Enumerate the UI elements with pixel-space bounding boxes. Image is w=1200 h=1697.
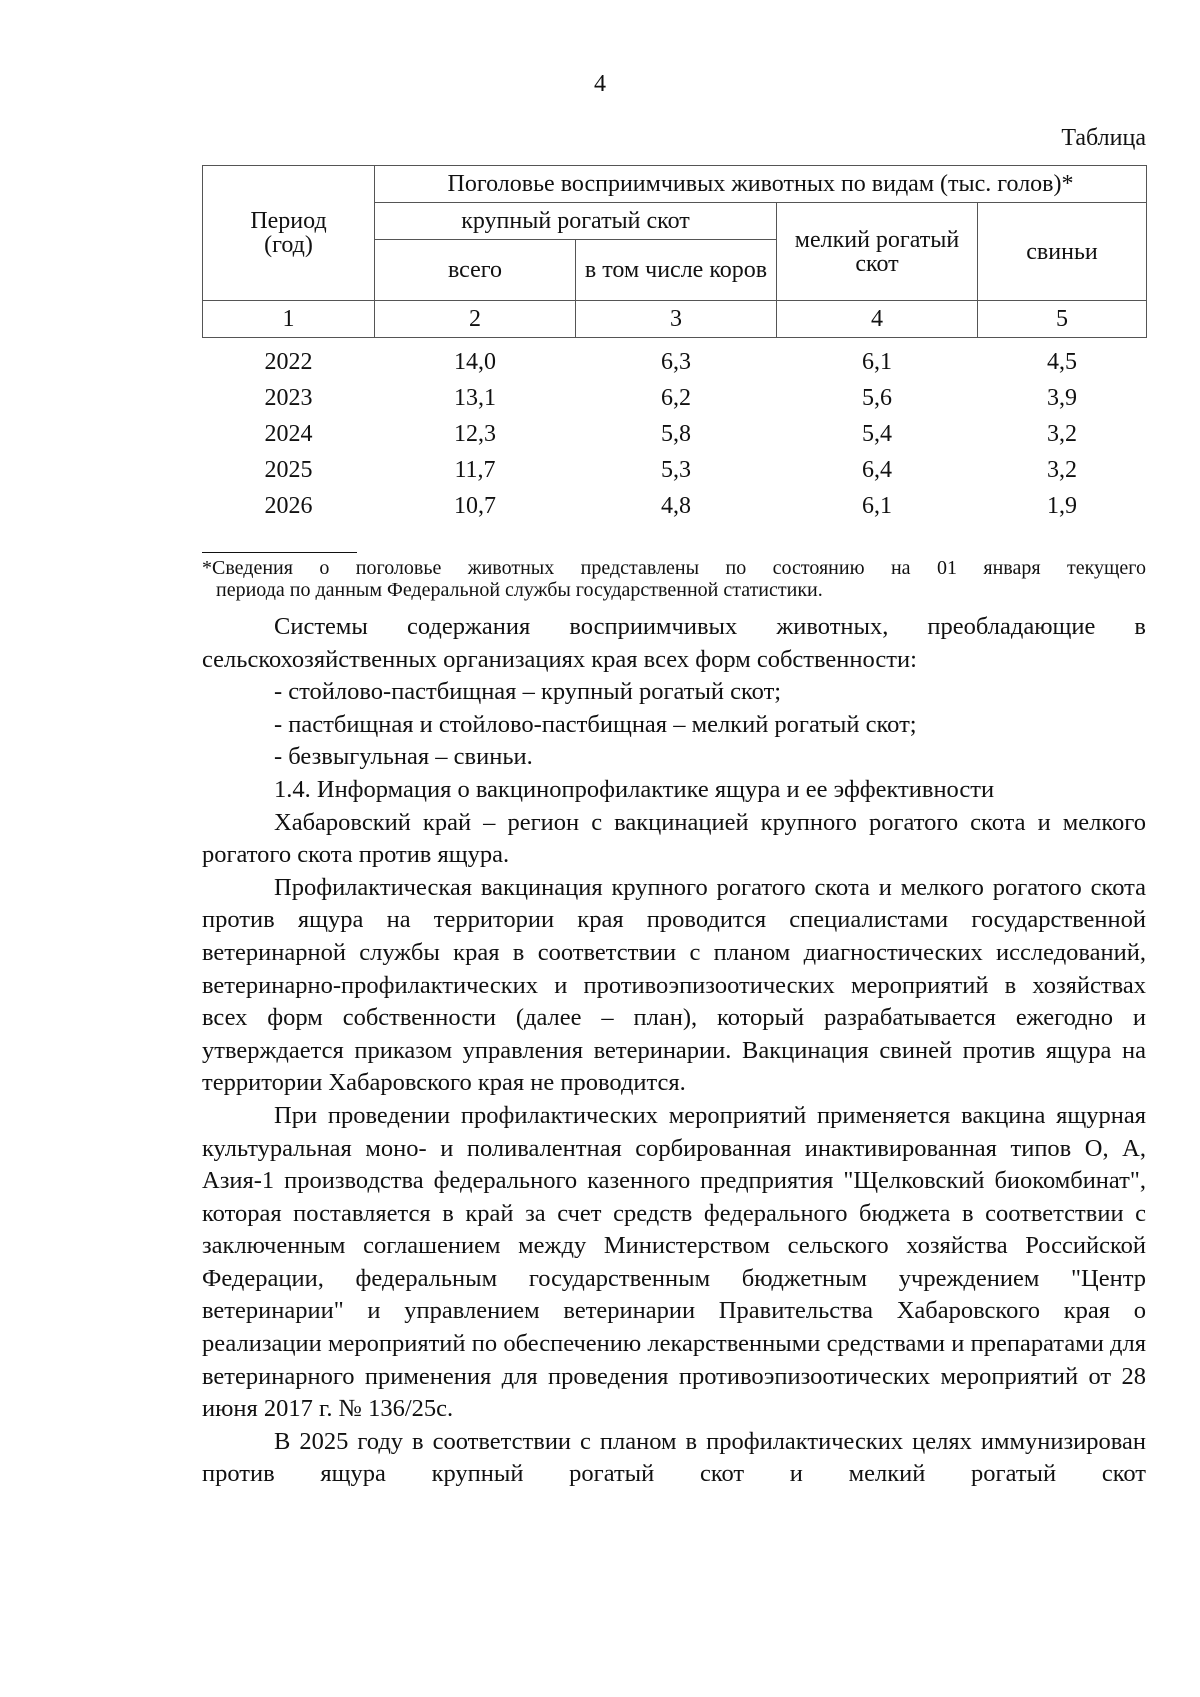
table-row: [203, 338, 1147, 381]
list-item: - стойлово-пастбищная – крупный рогатый скот;: [274, 678, 782, 706]
table-footnote: [202, 557, 1146, 601]
paragraph: Хабаровский край – регион с вакцинацией крупного рогатого скота и мелкого рогатого скота против ящура.: [202, 808, 1146, 869]
table-row: [203, 380, 1147, 416]
cell-cattle-cows: 6,2: [661, 385, 691, 411]
cell-small-cattle: 6,1: [862, 349, 892, 375]
page-number: 4: [594, 71, 606, 97]
list-item: - пастбищная и стойлово-пастбищная – мелкий рогатый скот;: [274, 710, 917, 738]
column-number: 4: [777, 301, 978, 338]
cell-pigs: 3,9: [1047, 385, 1078, 411]
header-livestock-group: Поголовье восприимчивых животных по видам (тыс. голов)*: [375, 166, 1147, 203]
table-row: [203, 416, 1147, 452]
list-item: - безвыгульная – свиньи.: [274, 743, 533, 771]
cell-cattle-cows: 4,8: [661, 493, 691, 519]
cell-cattle-total: 14,0: [454, 349, 496, 375]
paragraph: Профилактическая вакцинация крупного рогатого скота и мелкого рогатого скота против ящура на территории края проводится специалистами государственной ветеринарной службы края в соответствии с планом диагностических исследований, ветеринарно-профилактических и противоэпизоотических мероприятий в хозяйствах всех форм собственности (далее – план), который разрабатывается ежегодно и утверждается приказом управления ветеринарии. Вакцинация свиней против ящура на территории Хабаровского края не проводится.: [202, 873, 1146, 1097]
header-period: Период (год): [203, 166, 375, 301]
paragraph: В 2025 году в соответствии с планом в профилактических целях иммунизирован против ящура крупный рогатый скот и мелкий рогатый скот: [202, 1427, 1146, 1488]
cell-year: 2026: [264, 493, 313, 519]
cell-small-cattle: 6,1: [862, 493, 892, 519]
column-number: 5: [978, 301, 1147, 338]
footnote-line: периода по данным Федеральной службы государственной статистики.: [216, 579, 823, 601]
cell-year: 2023: [264, 385, 313, 411]
header-cattle: крупный рогатый скот: [375, 203, 777, 240]
footnote-divider: [202, 552, 357, 553]
cell-cattle-cows: 5,8: [661, 421, 691, 447]
cell-pigs: 3,2: [1047, 421, 1078, 447]
cell-pigs: 1,9: [1047, 493, 1078, 519]
section-heading: 1.4. Информация о вакцинопрофилактике ящура и ее эффективности: [274, 775, 995, 803]
header-cattle-total: всего: [375, 240, 576, 301]
cell-small-cattle: 5,4: [862, 421, 892, 447]
cell-small-cattle: 5,6: [862, 385, 892, 411]
header-pigs: свиньи: [978, 203, 1147, 301]
table-row: [203, 488, 1147, 524]
paragraph: При проведении профилактических мероприятий применяется вакцина ящурная культуральная моно- и поливалентная сорбированная инактивированная типов О, А, Азия-1 производства федерального казенного предприятия "Щелковский биокомбинат", которая поставляется в край за счет средств федерального бюджета в соответствии с заключенным соглашением между Министерством сельского хозяйства Российской Федерации, федеральным государственным бюджетным учреждением "Центр ветеринарии" и управлением ветеринарии Правительства Хабаровского края о реализации мероприятий по обеспечению лекарственными средствами и препаратами для ветеринарного применения для проведения противоэпизоотических мероприятий от 28 июня 2017 г. № 136/25с.: [202, 1101, 1146, 1423]
body-text: [202, 611, 1146, 1491]
cell-pigs: 3,2: [1047, 457, 1078, 483]
cell-cattle-total: 11,7: [454, 457, 496, 483]
table-caption: Таблица: [1061, 125, 1146, 151]
column-number-row: [203, 301, 1147, 338]
cell-cattle-cows: 6,3: [661, 349, 691, 375]
cell-cattle-cows: 5,3: [661, 457, 691, 483]
cell-pigs: 4,5: [1047, 349, 1078, 375]
table-row: [203, 452, 1147, 488]
column-number: 2: [375, 301, 576, 338]
cell-year: 2025: [264, 457, 313, 483]
header-small-cattle: мелкий рогатый скот: [777, 203, 978, 301]
footnote-line: *Сведения о поголовье животных представлены по состоянию на 01 января текущего: [202, 557, 1146, 579]
paragraph: Системы содержания восприимчивых животных, преобладающие в сельскохозяйственных организациях края всех форм собственности:: [202, 613, 1146, 673]
cell-year: 2022: [264, 349, 313, 375]
cell-year: 2024: [264, 421, 313, 447]
cell-cattle-total: 10,7: [454, 493, 496, 519]
column-number: 3: [576, 301, 777, 338]
livestock-table: [202, 165, 1147, 524]
column-number: 1: [203, 301, 375, 338]
cell-cattle-total: 13,1: [454, 385, 496, 411]
cell-small-cattle: 6,4: [862, 457, 892, 483]
cell-cattle-total: 12,3: [454, 421, 496, 447]
header-cattle-cows: в том числе коров: [576, 240, 777, 301]
